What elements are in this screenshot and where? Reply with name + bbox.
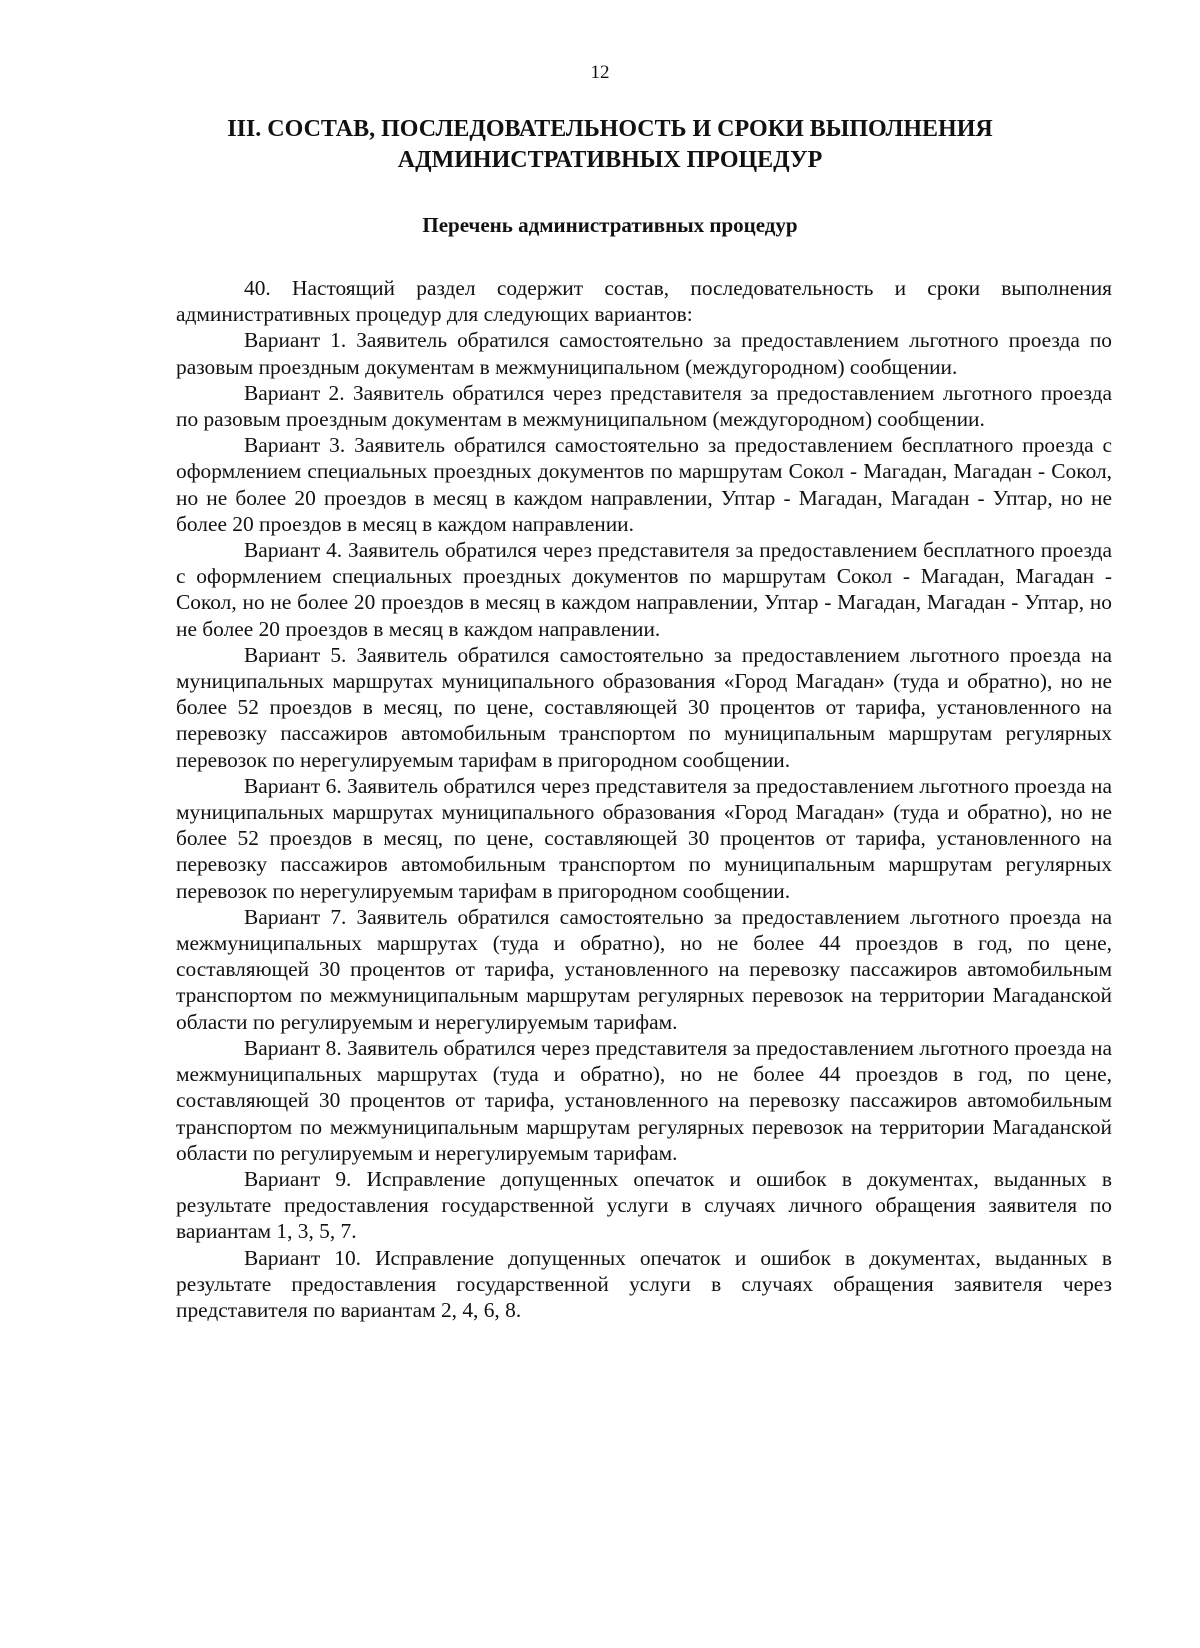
paragraph-variant-2: Вариант 2. Заявитель обратился через представителя за предоставлением льготного проезда по разовым проездным документам в межмуниципальном (междугородном) сообщении. — [176, 380, 1112, 432]
section-heading-line1: III. СОСТАВ, ПОСЛЕДОВАТЕЛЬНОСТЬ И СРОКИ ВЫПОЛНЕНИЯ — [227, 116, 993, 142]
page-number: 12 — [590, 62, 610, 83]
subheading: Перечень административных процедур — [422, 213, 798, 237]
paragraph-variant-1: Вариант 1. Заявитель обратился самостоятельно за предоставлением льготного проезда по разовым проездным документам в межмуниципальном (междугородном) сообщении. — [176, 328, 1112, 379]
body-text — [176, 275, 1112, 1323]
paragraph-variant-4: Вариант 4. Заявитель обратился через представителя за предоставлением бесплатного проезда с оформлением специальных проездных документов по маршрутам Сокол - Магадан, Магадан - Сокол, но не более 20 проездов в месяц в каждом направлении, Уптар - Магадан, Магадан - Уптар, но не более 20 проездов в месяц в каждом направлении. — [176, 538, 1112, 641]
paragraph-variant-9: Вариант 9. Исправление допущенных опечаток и ошибок в документах, выданных в результате предоставления государственной услуги в случаях личного обращения заявителя по вариантам 1, 3, 5, 7. — [176, 1166, 1112, 1244]
paragraph-40: 40. Настоящий раздел содержит состав, последовательность и сроки выполнения административных процедур для следующих вариантов: — [176, 276, 1112, 327]
paragraph-variant-10: Вариант 10. Исправление допущенных опечаток и ошибок в документах, выданных в результате предоставления государственной услуги в случаях обращения заявителя через представителя по вариантам 2, 4, 6, 8. — [176, 1245, 1112, 1322]
paragraph-variant-7: Вариант 7. Заявитель обратился самостоятельно за предоставлением льготного проезда на межмуниципальных маршрутах (туда и обратно), но не более 44 проездов в год, по цене, составляющей 30 процентов от тарифа, установленного на перевозку пассажиров автомобильным транспортом по межмуниципальным маршрутам регулярных перевозок на территории Магаданской области по регулируемым и нерегулируемым тарифам. — [176, 904, 1112, 1034]
section-heading-line2: АДМИНИСТРАТИВНЫХ ПРОЦЕДУР — [397, 147, 823, 173]
section-heading — [180, 114, 1040, 176]
paragraph-variant-3: Вариант 3. Заявитель обратился самостоятельно за предоставлением бесплатного проезда с оформлением специальных проездных документов по маршрутам Сокол - Магадан, Магадан - Сокол, но не более 20 проездов в месяц в каждом направлении, Уптар - Магадан, Магадан - Уптар, но не более 20 проездов в месяц в каждом направлении. — [176, 433, 1112, 536]
paragraph-variant-6: Вариант 6. Заявитель обратился через представителя за предоставлением льготного проезда на муниципальных маршрутах муниципального образования «Город Магадан» (туда и обратно), но не более 52 проездов в месяц, по цене, составляющей 30 процентов от тарифа, установленного на перевозку пассажиров автомобильным транспортом по муниципальным маршрутам регулярных перевозок по нерегулируемым тарифам в пригородном сообщении. — [176, 773, 1112, 903]
paragraph-variant-5: Вариант 5. Заявитель обратился самостоятельно за предоставлением льготного проезда на муниципальных маршрутах муниципального образования «Город Магадан» (туда и обратно), но не более 52 проездов в месяц, по цене, составляющей 30 процентов от тарифа, установленного на перевозку пассажиров автомобильным транспортом по муниципальным маршрутам регулярных перевозок по нерегулируемым тарифам в пригородном сообщении. — [176, 642, 1112, 772]
paragraph-variant-8: Вариант 8. Заявитель обратился через представителя за предоставлением льготного проезда на межмуниципальных маршрутах (туда и обратно), но не более 44 проездов в год, по цене, составляющей 30 процентов от тарифа, установленного на перевозку пассажиров автомобильным транспортом по межмуниципальным маршрутам регулярных перевозок на территории Магаданской области по регулируемым и нерегулируемым тарифам. — [176, 1035, 1112, 1165]
